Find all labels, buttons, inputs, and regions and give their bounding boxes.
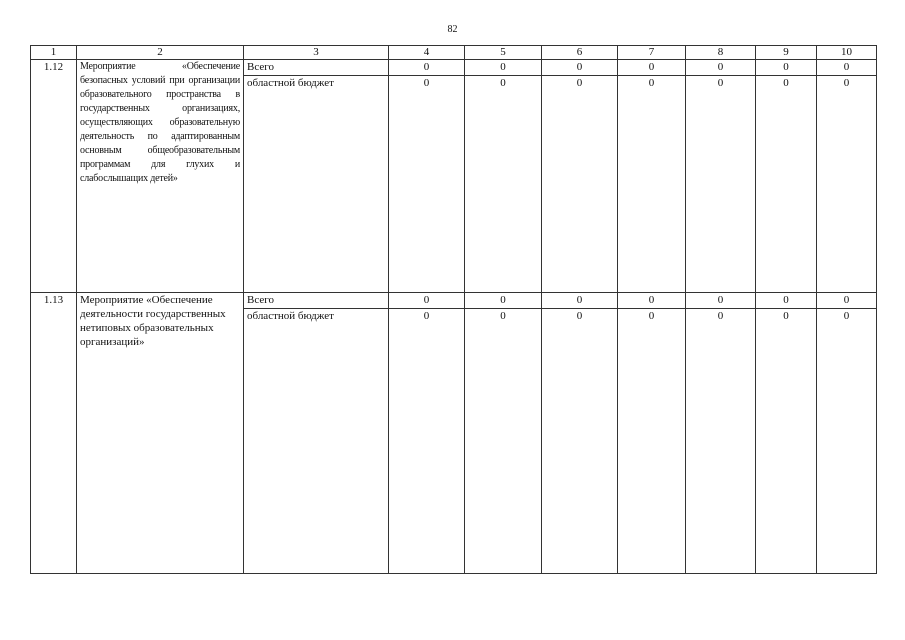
table-row <box>31 293 877 309</box>
column-header: 8 <box>686 46 756 60</box>
column-header: 2 <box>77 46 244 60</box>
page-number: 82 <box>447 24 458 35</box>
value-cell: 0 <box>686 60 756 76</box>
value-cell: 0 <box>465 293 542 309</box>
value-cell: 0 <box>756 293 817 309</box>
value-cell: 0 <box>389 309 465 574</box>
value-cell: 0 <box>389 60 465 76</box>
value-cell: 0 <box>465 60 542 76</box>
column-header: 1 <box>31 46 77 60</box>
row-title: Мероприятие «Обеспечение деятельности государственных нетиповых образовательных организаций» <box>77 293 244 574</box>
table-header-row <box>31 46 877 60</box>
value-cell: 0 <box>618 76 686 293</box>
table-row <box>31 60 877 76</box>
column-header: 9 <box>756 46 817 60</box>
value-cell: 0 <box>542 60 618 76</box>
value-cell: 0 <box>756 309 817 574</box>
value-cell: 0 <box>618 293 686 309</box>
budget-table <box>30 45 877 574</box>
value-cell: 0 <box>817 60 877 76</box>
value-cell: 0 <box>817 293 877 309</box>
value-cell: 0 <box>618 60 686 76</box>
column-header: 5 <box>465 46 542 60</box>
value-cell: 0 <box>465 76 542 293</box>
value-cell: 0 <box>389 293 465 309</box>
value-cell: 0 <box>686 76 756 293</box>
column-header: 7 <box>618 46 686 60</box>
value-cell: 0 <box>756 76 817 293</box>
column-header: 10 <box>817 46 877 60</box>
funding-source: Всего <box>244 293 389 309</box>
column-header: 3 <box>244 46 389 60</box>
value-cell: 0 <box>542 309 618 574</box>
value-cell: 0 <box>542 293 618 309</box>
value-cell: 0 <box>465 309 542 574</box>
value-cell: 0 <box>618 309 686 574</box>
value-cell: 0 <box>389 76 465 293</box>
row-title: Мероприятие «Обеспечение безопасных условий при организации образовательного пространства в государственных организациях, осуществляющих образовательную деятельность по адаптированным основным общеобразовательным программам для глухих и слабослышащих детей» <box>77 60 244 293</box>
row-code: 1.12 <box>31 60 77 293</box>
column-header: 6 <box>542 46 618 60</box>
row-code: 1.13 <box>31 293 77 574</box>
funding-source: Всего <box>244 60 389 76</box>
value-cell: 0 <box>686 293 756 309</box>
funding-source: областной бюджет <box>244 76 389 293</box>
value-cell: 0 <box>542 76 618 293</box>
column-header: 4 <box>389 46 465 60</box>
funding-source: областной бюджет <box>244 309 389 574</box>
value-cell: 0 <box>756 60 817 76</box>
value-cell: 0 <box>817 76 877 293</box>
value-cell: 0 <box>686 309 756 574</box>
value-cell: 0 <box>817 309 877 574</box>
